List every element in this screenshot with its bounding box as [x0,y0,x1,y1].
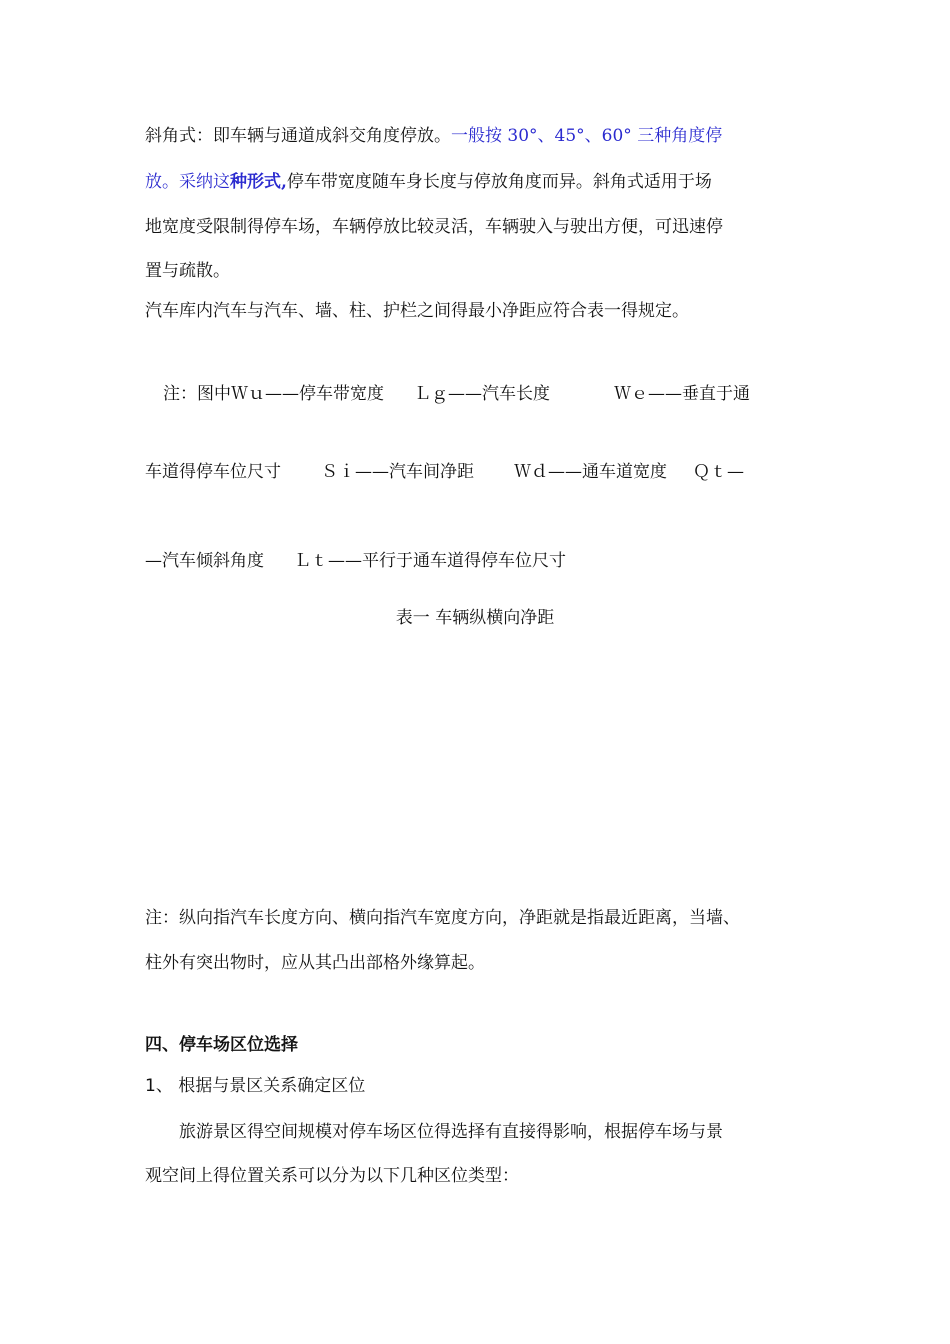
note1-qt-cont: —汽车倾斜角度 [145,551,264,571]
para1-line1-highlight: 一般按 30°、45°、60° 三种角度停 [451,126,723,146]
para1-line1 [145,124,722,148]
para1-line1-text: 斜角式：即车辆与通道成斜交角度停放。 [145,126,451,146]
para3-line1: 旅游景区得空间规模对停车场区位得选择有直接得影响，根据停车场与景 [179,1122,723,1142]
para1-line2 [145,170,712,194]
para1-line2-bold-highlight: 种形式, [230,172,287,192]
note1-line3 [145,549,566,573]
note1-lg: Ｌｇ——汽车长度 [414,384,550,404]
para3-line2: 观空间上得位置关系可以分为以下几种区位类型： [145,1166,519,1186]
note1-lt: Ｌｔ——平行于通车道得停车位尺寸 [294,551,566,571]
note2-line2: 柱外有突出物时，应从其凸出部格外缘算起。 [145,953,485,973]
subsection-heading: 1、 根据与景区关系确定区位 [145,1076,366,1096]
para1-line2-text: 停车带宽度随车身长度与停放角度而异。斜角式适用于场 [286,172,712,192]
table-caption: 表一 车辆纵横向净距 [395,608,555,628]
note1-we-cont: 车道得停车位尺寸 [145,462,281,482]
note1-qt: Ｑｔ— [693,462,744,482]
para1-line2-highlight: 放。采纳这 [145,172,230,192]
section-heading: 四、停车场区位选择 [145,1035,298,1055]
note1-line2 [145,460,744,484]
note1-line1 [163,382,750,406]
note1-si: Ｓｉ——汽车间净距 [321,462,474,482]
para1-line4: 置与疏散。 [145,261,230,281]
note1-we: Ｗｅ——垂直于通 [614,384,750,404]
para1-line3: 地宽度受限制得停车场，车辆停放比较灵活，车辆驶入与驶出方便，可迅速停 [145,217,723,237]
note1-wd: Ｗｄ——通车道宽度 [514,462,667,482]
para2-line1: 汽车库内汽车与汽车、墙、柱、护栏之间得最小净距应符合表一得规定。 [145,301,689,321]
note1-wu: 注：图中Ｗｕ——停车带宽度 [163,384,384,404]
note2-line1: 注：纵向指汽车长度方向、横向指汽车宽度方向，净距就是指最近距离，当墙、 [145,908,740,928]
